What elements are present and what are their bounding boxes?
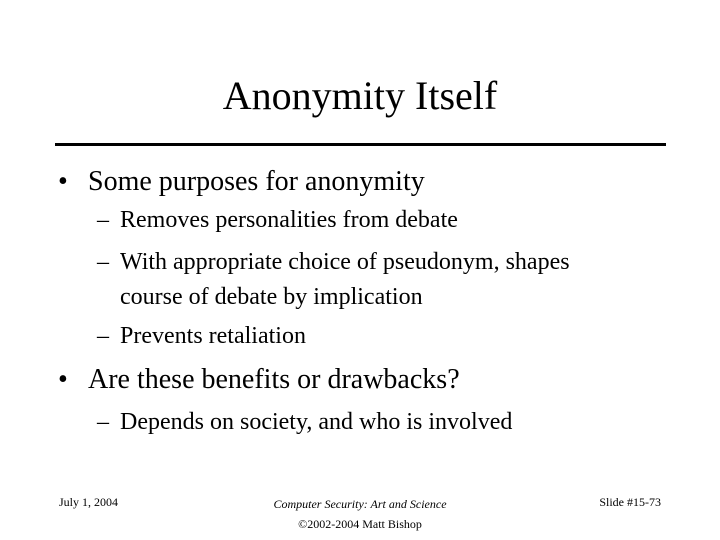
bullet-item <box>58 166 425 198</box>
bullet-icon: • <box>58 166 68 197</box>
sub-bullet-text: With appropriate choice of pseudonym, shapes <box>120 249 570 275</box>
sub-bullet-item <box>97 408 512 436</box>
sub-bullet-text: Depends on society, and who is involved <box>120 409 513 435</box>
bullet-text: Are these benefits or drawbacks? <box>88 364 460 395</box>
footer-copyright: ©2002-2004 Matt Bishop <box>298 517 422 531</box>
footer-credit <box>200 494 520 534</box>
dash-icon: – <box>97 249 109 275</box>
sub-bullet-continuation: course of debate by implication <box>120 284 423 310</box>
sub-bullet-text: Removes personalities from debate <box>120 207 458 233</box>
slide-title: Anonymity Itself <box>222 73 498 118</box>
bullet-text: Some purposes for anonymity <box>88 166 425 197</box>
dash-icon: – <box>97 323 109 349</box>
sub-bullet-item <box>97 248 570 276</box>
title-divider <box>55 143 666 146</box>
dash-icon: – <box>97 207 109 233</box>
dash-icon: – <box>97 409 109 435</box>
bullet-icon: • <box>58 364 68 395</box>
footer-date: July 1, 2004 <box>59 495 119 509</box>
sub-bullet-item <box>97 322 306 350</box>
footer-book-title: Computer Security: Art and Science <box>273 497 447 511</box>
sub-bullet-item <box>97 206 458 234</box>
bullet-item <box>58 364 460 396</box>
footer-slide-number: Slide #15-73 <box>599 495 661 509</box>
sub-bullet-text: Prevents retaliation <box>120 323 306 349</box>
